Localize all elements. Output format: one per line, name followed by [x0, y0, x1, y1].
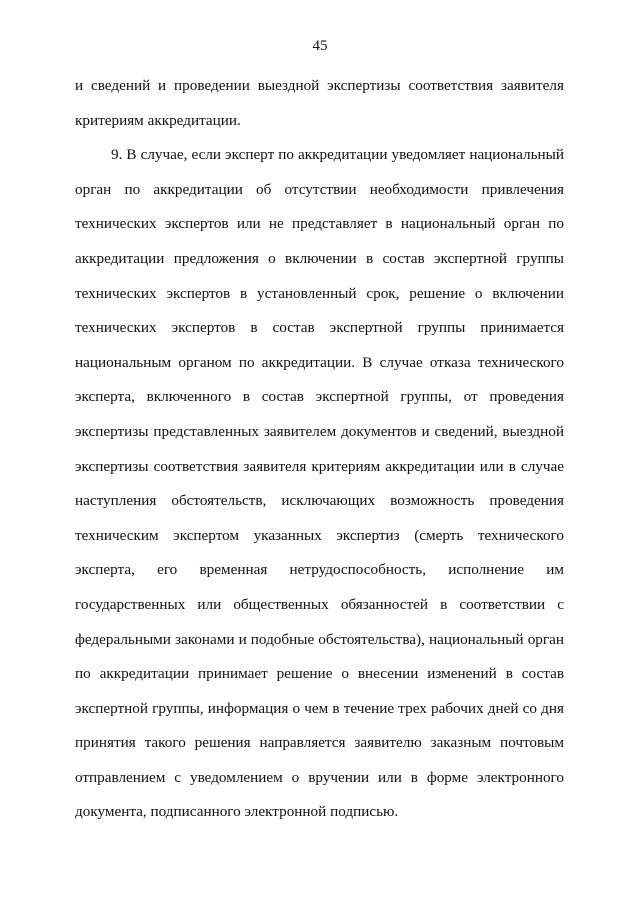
text-line: федеральными законами и подобные обстоятельства), национальный орган — [75, 630, 564, 648]
text-line: технических экспертов в установленный срок, решение о включении — [75, 284, 564, 302]
text-line: аккредитации предложения о включении в состав экспертной группы — [75, 249, 564, 267]
text-line: принятия такого решения направляется заявителю заказным почтовым — [75, 734, 564, 752]
text-line: эксперта, его временная нетрудоспособность, исполнение им — [75, 561, 564, 579]
text-line: документа, подписанного электронной подписью. — [75, 803, 399, 821]
text-line: наступления обстоятельств, исключающих возможность проведения — [75, 492, 564, 510]
text-line: отправлением с уведомлением о вручении или в форме электронного — [75, 768, 564, 786]
text-line: критериям аккредитации. — [75, 111, 241, 129]
text-line: техническим экспертом указанных экспертиз (смерть технического — [75, 526, 564, 544]
text-line: технических экспертов или не представляет в национальный орган по — [75, 215, 564, 233]
text-line: национальным органом по аккредитации. В случае отказа технического — [75, 353, 564, 371]
text-line: орган по аккредитации об отсутствии необходимости привлечения — [75, 180, 564, 198]
text-line: экспертизы соответствия заявителя критериям аккредитации или в случае — [75, 457, 564, 475]
page-number: 45 — [312, 38, 328, 54]
text-line: эксперта, включенного в состав экспертной группы, от проведения — [75, 388, 564, 406]
text-line: технических экспертов в состав экспертной группы принимается — [75, 319, 564, 337]
text-line: и сведений и проведении выездной экспертизы соответствия заявителя — [75, 77, 564, 94]
text-line: экспертной группы, информация о чем в течение трех рабочих дней со дня — [75, 699, 564, 717]
text-line: экспертизы представленных заявителем документов и сведений, выездной — [75, 422, 564, 440]
body-text — [75, 75, 564, 836]
text-line: государственных или общественных обязанностей в соответствии с — [75, 595, 564, 613]
text-line: по аккредитации принимает решение о внесении изменений в состав — [75, 665, 564, 683]
paragraph-9-first-line: 9. В случае, если эксперт по аккредитации уведомляет национальный — [111, 146, 564, 164]
